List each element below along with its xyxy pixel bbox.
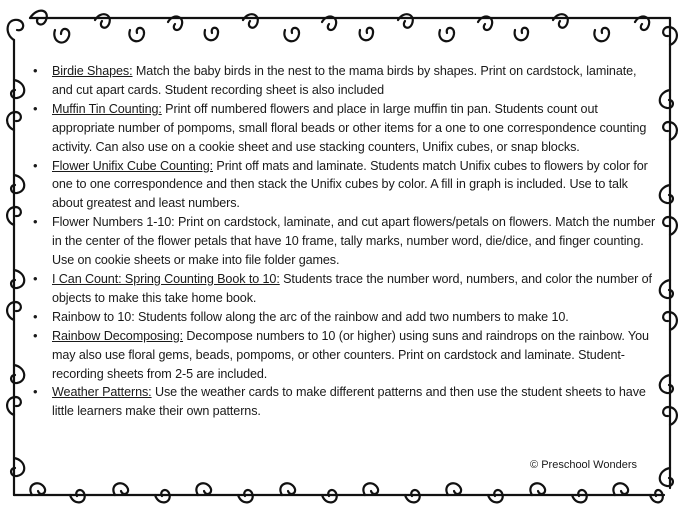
item-term: Rainbow Decomposing: [52, 328, 184, 343]
item-description: Decompose numbers to 10 (or higher) using suns and raindrops on the rainbow. You may also use floral gems, beads, pompoms, or other counters. Print on cardstock and laminate. Student-recording sheets from 2-5 are included. [52, 328, 649, 381]
list-item [52, 62, 658, 100]
item-term: I Can Count: Spring Counting Book to 10: [52, 271, 280, 286]
item-description: Print off mats and laminate. Students match Unifix cubes to flowers by color for one to one correspondence and then stack the Unifix cubes by color. A fill in graph is included. Use to talk about greatest and least numbers. [52, 158, 648, 211]
activity-list-container [22, 62, 658, 421]
item-term: Flower Unifix Cube Counting: [52, 158, 213, 173]
list-item [52, 100, 658, 157]
item-description: Match the baby birds in the nest to the mama birds by shapes. Print on cardstock, laminate, and cut apart cards. Student recording sheet is also included [52, 64, 637, 97]
item-description: Print off numbered flowers and place in large muffin tin pan. Students count out appropriate number of pompoms, small floral beads or other items for a one to one correspondence counting activity. Can also use on a cookie sheet and use stacking counters, Unifix cubes, or snap blocks. [52, 101, 647, 154]
item-term: Muffin Tin Counting: [52, 101, 162, 116]
item-term: Weather Patterns: [52, 385, 152, 400]
list-item [52, 327, 658, 384]
list-item [52, 383, 658, 421]
item-description: Students trace the number word, numbers, and color the number of objects to make this take home book. [52, 271, 652, 305]
item-description: Flower Numbers 1-10: Print on cardstock, laminate, and cut apart flowers/petals on flowers. Match the number in the center of the flower petals that have 10 frame, tally marks, number word, die/dice, and finger counting. Use on cookie sheets or make into file folder games. [52, 215, 656, 268]
list-item [52, 308, 658, 327]
list-item [52, 270, 658, 308]
item-description: Rainbow to 10: Students follow along the arc of the rainbow and add two numbers to make 10. [52, 309, 569, 324]
activity-list [22, 62, 658, 421]
item-term: Birdie Shapes: [52, 64, 133, 78]
item-description: Use the weather cards to make different patterns and then use the student sheets to have little learners make their own patterns. [52, 385, 646, 419]
list-item [52, 213, 658, 270]
list-item [52, 157, 658, 214]
copyright-credit: © Preschool Wonders [530, 459, 637, 471]
